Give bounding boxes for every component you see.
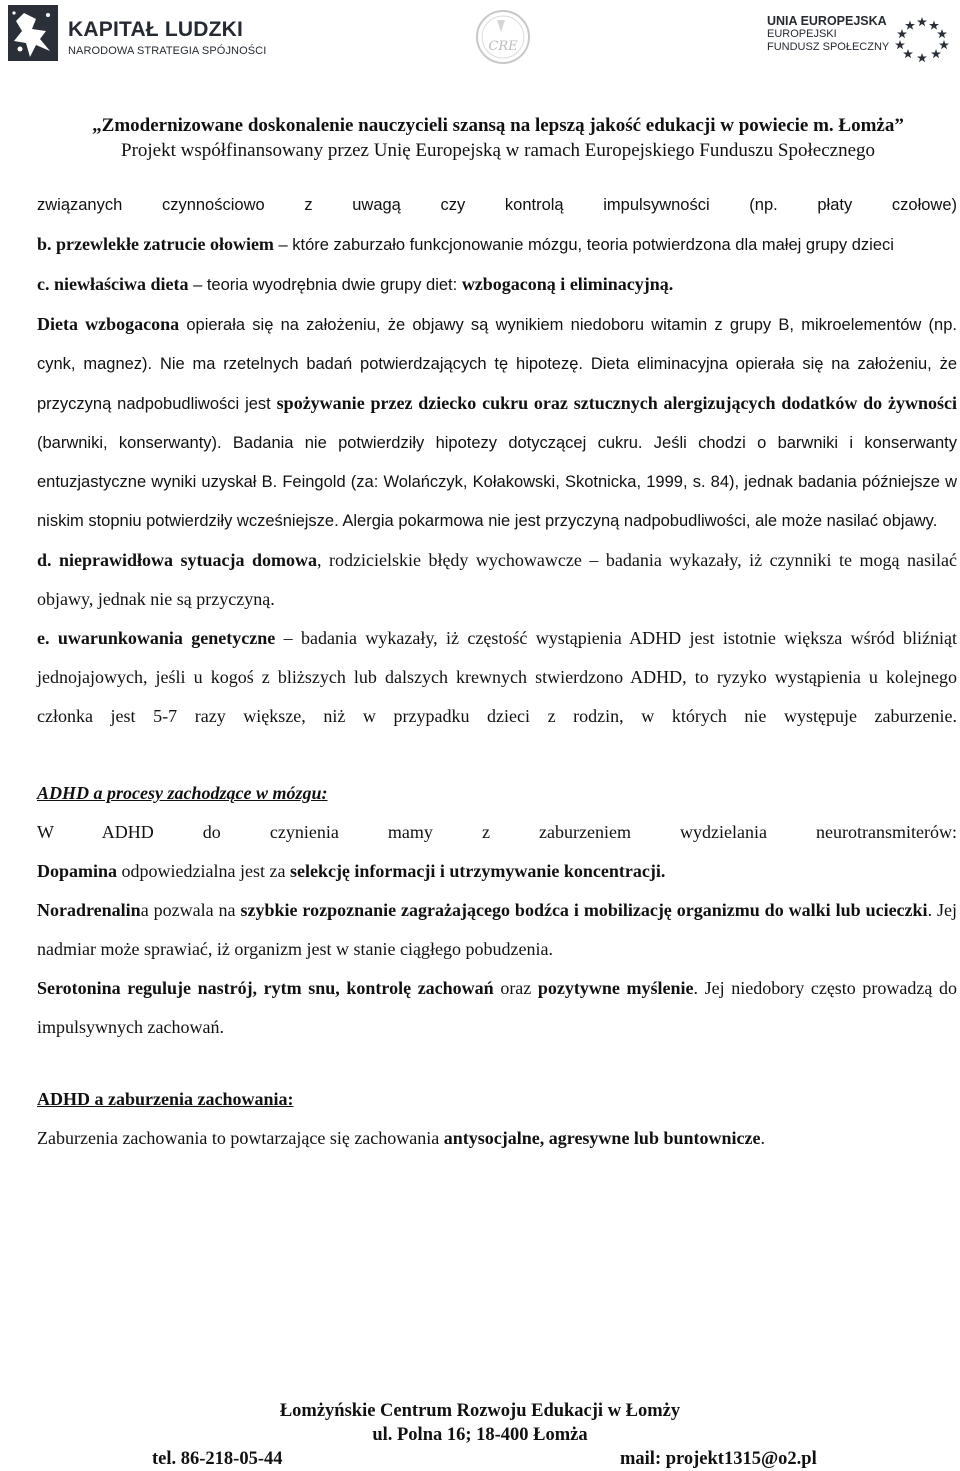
spacer xyxy=(37,1047,957,1080)
item-d xyxy=(37,541,957,619)
behavior-paragraph xyxy=(37,1119,957,1158)
spacer xyxy=(37,736,957,774)
diet-elimination-bold: spożywanie przez dziecko cukru oraz sztucznych alergizujących dodatków do żywności xyxy=(276,393,957,413)
item-c-text: – teoria wyodrębnia dwie grupy diet: xyxy=(188,276,462,294)
noradrenaline-text-2: . Jej nadmiar może sprawiać, iż organizm jest w stanie ciągłego pobudzenia. xyxy=(37,900,958,959)
behavior-text-2: . xyxy=(760,1128,765,1148)
footer-address: ul. Polna 16; 18-400 Łomża xyxy=(372,1425,588,1445)
section-brain-body xyxy=(37,813,957,1047)
cre-logo-text: CRE xyxy=(488,39,518,54)
noradrenaline-text: a pozwala na xyxy=(140,900,241,920)
item-c-bold: wzbogaconą i eliminacyjną. xyxy=(461,274,674,294)
item-e xyxy=(37,619,957,736)
item-c xyxy=(37,265,957,305)
item-d-text: , rodzicielskie błędy wychowawcze – badania wykazały, iż czynniki te mogą nasilać objawy, jednak nie są przyczyną. xyxy=(37,550,957,609)
ue-efs-logo xyxy=(762,9,958,69)
logo-bar xyxy=(0,0,960,100)
footer-email: mail: projekt1315@o2.pl xyxy=(620,1449,817,1469)
paragraph-text: związanych czynnościowo z uwagą czy kontrolą impulsywności (np. płaty czołowe) xyxy=(37,196,957,214)
item-b xyxy=(37,225,957,265)
ue-logo-text xyxy=(767,15,889,54)
behavior-bold: antysocjalne, agresywne lub buntownicze xyxy=(443,1128,761,1148)
serotonin-term: Serotonina reguluje nastrój, rytm snu, kontrolę zachowań xyxy=(37,978,494,998)
serotonin-paragraph xyxy=(37,969,957,1047)
project-header xyxy=(0,113,960,163)
kapital-ludzki-emblem-icon xyxy=(6,5,60,63)
noradrenaline-term: Noradrenalin xyxy=(37,900,141,920)
serotonin-text-2: . Jej niedobory często prowadzą do impulsywnych zachowań. xyxy=(37,978,957,1037)
diet-text-2: (barwniki, konserwanty). Badania nie potwierdziły hipotezy dotyczącej cukru. Jeśli chodzi o barwniki i konserwanty entuzjastyczne wyniki uzyskał B. Feingold (za: Wolańczyk, Kołakowski, Skotnicka, 1999, s. 84), jednak badania późniejsze w niskim stopniu potwierdziły wcześniejsze. Alergia pokarmowa nie jest przyczyną nadpobudliwości, ale może nasilać objawy. xyxy=(37,434,957,530)
item-e-text: – badania wykazały, iż częstość wystąpienia ADHD jest istotnie większa wśród bliźniąt jednojajowych, jeśli u kogoś z bliższych lub dalszych krewnych stwierdzono ADHD, to ryzyko wystąpienia u kolejnego członka jest 5-7 razy większe, niż w przypadku dzieci z rodzin, w których nie występuje zaburzenie. xyxy=(37,628,957,726)
neuro-intro xyxy=(37,813,957,852)
noradrenaline-bold: szybkie rozpoznanie zagrażającego bodźca i mobilizację organizmu do walki lub ucieczki xyxy=(240,900,928,920)
dopamine-line xyxy=(37,852,957,891)
noradrenaline-paragraph xyxy=(37,891,957,969)
cre-logo xyxy=(475,8,531,66)
serotonin-bold: pozytywne myślenie xyxy=(537,978,694,998)
dopamine-term: Dopamina xyxy=(37,861,118,881)
page-footer xyxy=(0,1399,960,1471)
item-d-label: d. nieprawidłowa sytuacja domowa xyxy=(37,550,317,570)
item-e-label: e. uwarunkowania genetyczne xyxy=(37,628,276,648)
item-c-diets xyxy=(37,305,957,541)
dopamine-bold: selekcję informacji i utrzymywanie koncentracji. xyxy=(289,861,666,881)
footer-contact xyxy=(0,1447,960,1471)
kapital-ludzki-subtitle: NARODOWA STRATEGIA SPÓJNOŚCI xyxy=(68,45,267,57)
kapital-ludzki-title: KAPITAŁ LUDZKI xyxy=(68,18,244,41)
serotonin-text: oraz xyxy=(493,978,538,998)
footer-phone: tel. 86-218-05-44 xyxy=(152,1449,283,1469)
kapital-ludzki-logo xyxy=(6,5,267,65)
diet-text: opierała się na założeniu, że objawy są wynikiem niedoboru witamin z grupy B, mikroelementów (np. cynk, magnez). Nie ma rzetelnych badań potwierdzających tę hipotezę. Dieta eliminacyjna opierała się na założeniu, że przyczyną nadpobudliwości jest xyxy=(37,316,957,413)
ue-logo-line2: EUROPEJSKI xyxy=(767,28,837,40)
document-body xyxy=(37,186,957,1158)
paragraph-continuation xyxy=(37,186,957,225)
dopamine-text: odpowiedzialna jest za xyxy=(117,861,290,881)
behavior-text: Zaburzenia zachowania to powtarzające się zachowania xyxy=(37,1128,444,1148)
neuro-intro-text: W ADHD do czynienia mamy z zaburzeniem wydzielania neurotransmiterów: xyxy=(37,822,957,842)
item-c-label: c. niewłaściwa dieta xyxy=(37,274,189,294)
ue-logo-line1: UNIA EUROPEJSKA xyxy=(767,14,887,28)
footer-organization: Łomżyńskie Centrum Rozwoju Edukacji w Łomży xyxy=(279,1401,681,1421)
item-b-label: b. przewlekłe zatrucie ołowiem xyxy=(37,234,274,254)
ue-logo-line3: FUNDUSZ SPOŁECZNY xyxy=(767,41,890,53)
section-heading-brain: ADHD a procesy zachodzące w mózgu: xyxy=(37,783,328,803)
diet-enriched-label: Dieta wzbogacona xyxy=(37,314,180,334)
eu-flag-icon xyxy=(890,13,954,63)
project-title: „Zmodernizowane doskonalenie nauczycieli szansą na lepszą jakość edukacji w powiecie m. Łomża” xyxy=(92,115,904,136)
item-b-text: – które zaburzało funkcjonowanie mózgu, teoria potwierdzona dla małej grupy dzieci xyxy=(273,236,894,254)
project-subtitle: Projekt współfinansowany przez Unię Europejską w ramach Europejskiego Funduszu Społecznego xyxy=(121,140,875,161)
section-heading-behavior: ADHD a zaburzenia zachowania: xyxy=(37,1089,294,1109)
